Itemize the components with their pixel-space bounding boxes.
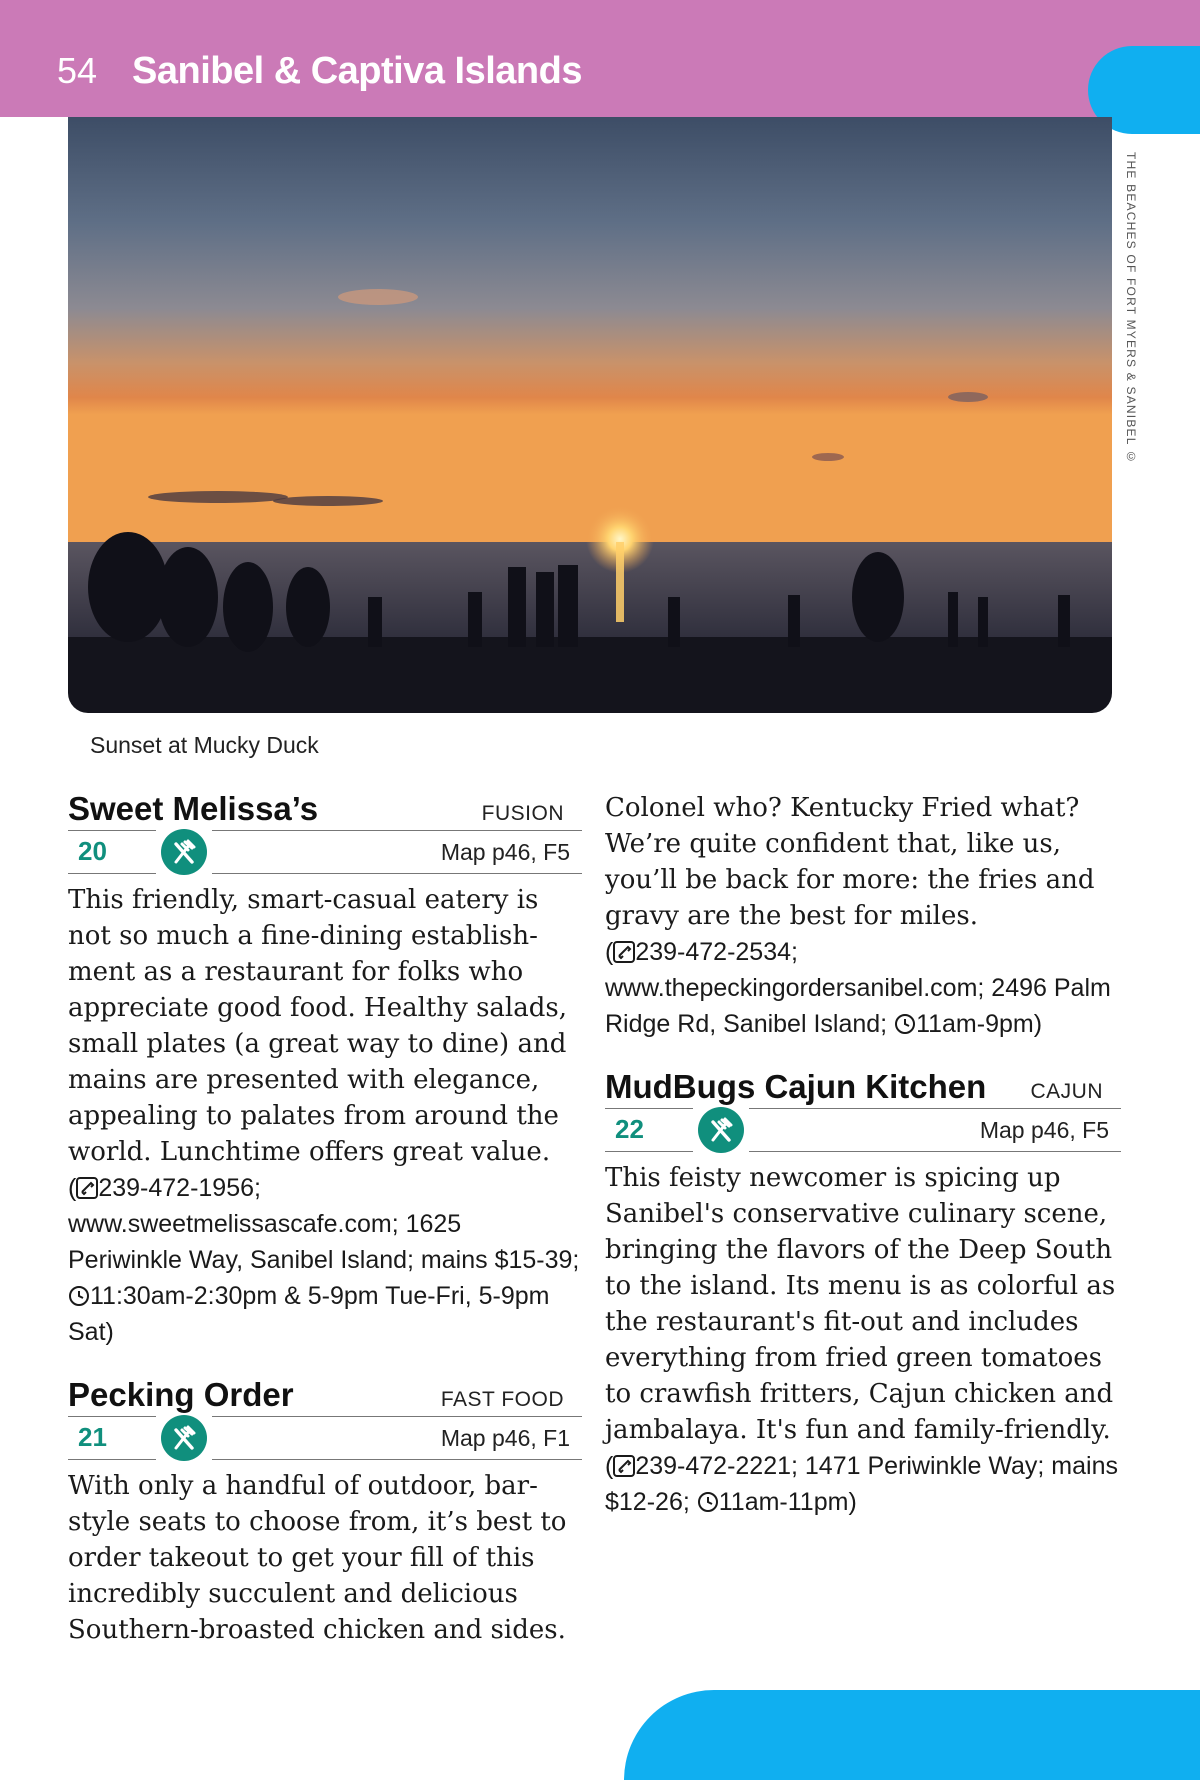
info-open-paren: ( [605, 1452, 614, 1480]
eat-icon [698, 1107, 744, 1153]
listing-name: Pecking Order [68, 1376, 294, 1413]
sunset-photo [68, 117, 1112, 713]
listing-header [68, 790, 582, 828]
listing-hours: 11:30am-2:30pm & 5-9pm Tue-Fri, 5-9pm Sat) [68, 1282, 550, 1346]
clock-icon [697, 1491, 719, 1513]
listing-number: 22 [615, 1114, 644, 1144]
listing-description: With only a handful of outdoor, bar-style seats to choose from, it’s best to order takeout to get your fill of this incredibly succulent and delicious Southern-broasted chicken and sides. [68, 1471, 567, 1645]
listing-info [605, 1448, 1121, 1520]
eat-icon [161, 829, 207, 875]
header-band [0, 0, 1200, 117]
listing-phone-address: 239-472-2221; 1471 Periwinkle Way; mains $12-26; [605, 1452, 1118, 1516]
listing-mudbugs [605, 1068, 1121, 1520]
listing-hours: 11am-9pm) [916, 1010, 1043, 1038]
page-title: Sanibel & Captiva Islands [132, 50, 582, 92]
map-reference: Map p46, F5 [979, 1117, 1109, 1143]
listing-description: This feisty newcomer is spicing up Sanibel's conservative culinary scene, bringing the flavors of the Deep South to the island. Its menu is as colorful as the restaurant's fit-out and includes everything from fried green tomatoes to crawfish fritters, Cajun chicken and jambalaya. It's fun and family-friendly. [605, 1163, 1116, 1445]
listing-header [68, 1376, 582, 1414]
info-open-paren: ( [68, 1174, 77, 1202]
listing-hours: 11am-11pm) [718, 1488, 857, 1516]
column-right [605, 790, 1121, 1520]
page-number: 54 [57, 50, 98, 91]
map-reference: Map p46, F1 [440, 1425, 570, 1451]
phone-icon [76, 1177, 98, 1199]
listing-info [68, 1170, 582, 1350]
listing-type: FAST FOOD [440, 1388, 564, 1411]
listing-meta [68, 830, 582, 874]
listing-pecking-order [68, 1376, 582, 1648]
listing-number: 21 [78, 1422, 107, 1452]
section-tab-bottom [624, 1690, 1200, 1780]
eat-icon [161, 1415, 207, 1461]
listing-name: MudBugs Cajun Kitchen [605, 1068, 987, 1105]
listing-phone-address: 239-472-1956; www.sweetmelissascafe.com; 1625 Periwinkle Way, Sanibel Island; mains $15-39; [68, 1174, 580, 1274]
listing-number: 20 [78, 836, 107, 866]
info-open-paren: ( [605, 938, 614, 966]
phone-icon [613, 941, 635, 963]
photo-credit: THE BEACHES OF FORT MYERS & SANIBEL © [1124, 152, 1138, 465]
listing-sweet-melissas [68, 790, 582, 1350]
sunset-image [68, 117, 1112, 713]
listing-type: FUSION [481, 802, 564, 825]
phone-icon [613, 1455, 635, 1477]
listing-description-continued: Colonel who? Kentucky Fried what? We’re quite confident that, like us, you’ll be back for more: the fries and gravy are the best for miles. [605, 793, 1095, 931]
clock-icon [894, 1013, 916, 1035]
listing-meta [605, 1108, 1121, 1152]
map-reference: Map p46, F5 [440, 839, 570, 865]
listing-type: CAJUN [1030, 1080, 1103, 1103]
listing-name: Sweet Melissa’s [68, 790, 319, 827]
listing-meta [68, 1416, 582, 1460]
column-left [68, 790, 582, 1648]
listing-info [605, 934, 1121, 1042]
photo-caption: Sunset at Mucky Duck [90, 732, 319, 758]
listing-phone-address: 239-472-2534; www.thepeckingordersanibel.com; 2496 Palm Ridge Rd, Sanibel Island; [605, 938, 1111, 1038]
listing-description: This friendly, smart-casual eatery is not so much a fine-dining establish-ment as a restaurant for folks who appreciate good food. Healthy salads, small plates (a great way to dine) and mains are presented with elegance, appealing to palates from around the world. Lunchtime offers great value. [68, 885, 567, 1167]
listing-header [605, 1068, 1121, 1106]
clock-icon [68, 1285, 90, 1307]
